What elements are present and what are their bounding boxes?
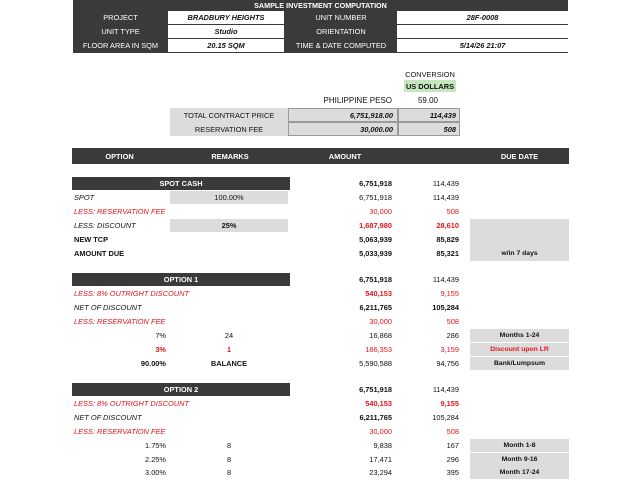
option2-r2-label: NET OF DISCOUNT [74, 413, 142, 422]
spot-r1-label: SPOT [74, 193, 95, 202]
unit-number-label: UNIT NUMBER [315, 13, 367, 22]
option1-r6-pct: 90.00% [140, 359, 166, 368]
option1-r4-due: Months 1-24 [470, 329, 569, 342]
floor-area-label: FLOOR AREA IN SQM [82, 41, 159, 50]
option2-r1-usd: 9,155 [440, 399, 459, 408]
option2-r1-php: 540,153 [365, 399, 392, 408]
option1-r2-usd: 105,284 [432, 303, 459, 312]
option1-r6-php: 5,590,588 [359, 359, 392, 368]
time-value: 5/14/26 21:07 [397, 39, 568, 52]
floor-area-value: 20.15 SQM [168, 39, 284, 52]
option2-r4-pct[interactable]: 1.75% [145, 441, 166, 450]
spot-r4-label: NEW TCP [74, 235, 109, 244]
spot-r3-label: LESS: DISCOUNT [74, 221, 136, 230]
option1-r3-label: LESS: RESERVATION FEE [74, 317, 166, 326]
tcp-label: TOTAL CONTRACT PRICE [183, 110, 275, 120]
spot-r4-usd: 85,829 [436, 235, 459, 244]
option2-title: OPTION 2 [72, 383, 290, 396]
option1-r1-label: LESS: 8% OUTRIGHT DISCOUNT [74, 289, 189, 298]
option1-r3-usd: 508 [446, 317, 459, 326]
option1-r4-remark[interactable]: 24 [224, 331, 234, 340]
option1-top-usd: 114,439 [432, 275, 459, 284]
option1-r4-usd: 286 [446, 331, 459, 340]
option1-r4-php: 16,868 [369, 331, 392, 340]
orientation-value [397, 25, 568, 38]
option2-r1-label: LESS: 8% OUTRIGHT DISCOUNT [74, 399, 189, 408]
project-value: BRADBURY HEIGHTS [168, 11, 284, 24]
option1-r1-php: 540,153 [365, 289, 392, 298]
spot-top-php: 6,751,918 [359, 179, 392, 188]
option1-r6-due: Bank/Lumpsum [470, 357, 569, 370]
spot-r3-usd: 28,610 [436, 221, 459, 230]
spot-r1-usd: 114,439 [432, 193, 459, 202]
spot-top-usd: 114,439 [432, 179, 459, 188]
spot-r2-php: 30,000 [369, 207, 392, 216]
option2-r6-pct[interactable]: 3.00% [145, 468, 166, 477]
unit-type-value: Studio [168, 25, 284, 38]
reservation-usd: 508 [398, 122, 460, 136]
option1-r6-remark: BALANCE [210, 359, 248, 368]
option2-r5-usd: 296 [446, 455, 459, 464]
option1-top-php: 6,751,918 [359, 275, 392, 284]
col-amount: AMOUNT [328, 151, 362, 161]
option2-r2-php: 6,211,765 [359, 413, 392, 422]
peso-label: PHILIPPINE PESO [323, 95, 392, 105]
option2-r6-php: 23,294 [369, 468, 392, 477]
col-option: OPTION [105, 151, 134, 161]
reservation-php: 30,000.00 [288, 122, 398, 136]
conversion-rate[interactable]: 59.00 [417, 95, 438, 105]
spot-r5-usd: 85,321 [436, 249, 459, 258]
option1-title: OPTION 1 [72, 273, 290, 286]
orientation-label: ORIENTATION [316, 27, 366, 36]
option2-r3-usd: 508 [446, 427, 459, 436]
option2-r4-remark[interactable]: 8 [226, 441, 232, 450]
tcp-php: 6,751,918.00 [288, 108, 398, 122]
option1-r5-usd: 3,159 [440, 345, 459, 354]
col-due-date: DUE DATE [500, 151, 539, 161]
option1-r5-php: 186,353 [365, 345, 392, 354]
option2-top-php: 6,751,918 [359, 385, 392, 394]
option2-r4-usd: 167 [446, 441, 459, 450]
col-remarks: REMARKS [211, 151, 249, 161]
option1-r5-pct[interactable]: 3% [155, 345, 166, 354]
spot-r2-label: LESS: RESERVATION FEE [74, 207, 166, 216]
option2-r6-due: Month 17-24 [470, 466, 569, 479]
option1-r5-remark[interactable]: 1 [226, 345, 232, 354]
option2-r3-php: 30,000 [369, 427, 392, 436]
option1-r4-pct[interactable]: 7% [155, 331, 166, 340]
spot-r1-remark[interactable]: 100.00% [170, 191, 288, 204]
option2-r4-php: 9,838 [373, 441, 392, 450]
option2-r3-label: LESS: RESERVATION FEE [74, 427, 166, 436]
option1-r5-due: Discount upon LR [470, 343, 569, 356]
currency-label: US DOLLARS [405, 81, 455, 91]
spot-title: SPOT CASH [72, 177, 290, 190]
option1-r1-usd: 9,155 [440, 289, 459, 298]
option1-r2-php: 6,211,765 [359, 303, 392, 312]
spot-r2-usd: 508 [446, 207, 459, 216]
option2-r5-remark[interactable]: 8 [226, 455, 232, 464]
option2-r5-php: 17,471 [369, 455, 392, 464]
spot-r3-php: 1,687,980 [359, 221, 392, 230]
tcp-usd: 114,439 [398, 108, 460, 122]
spot-r3-remark[interactable]: 25% [170, 219, 288, 232]
option2-r6-remark[interactable]: 8 [226, 468, 232, 477]
spot-r5-label: AMOUNT DUE [74, 249, 125, 258]
project-label: PROJECT [103, 13, 138, 22]
unit-type-label: UNIT TYPE [101, 27, 140, 36]
option2-r2-usd: 105,284 [432, 413, 459, 422]
time-label: TIME & DATE COMPUTED [295, 41, 387, 50]
spot-r5-php: 5,033,939 [359, 249, 392, 258]
option2-r5-pct[interactable]: 2.25% [145, 455, 166, 464]
option1-r2-label: NET OF DISCOUNT [74, 303, 142, 312]
page-title: SAMPLE INVESTMENT COMPUTATION [254, 0, 387, 10]
spot-r4-php: 5,063,939 [359, 235, 392, 244]
spot-r5-due: w/in 7 days [501, 250, 538, 257]
option1-r6-usd: 94,756 [436, 359, 459, 368]
spot-r1-php: 6,751,918 [359, 193, 392, 202]
option1-r3-php: 30,000 [369, 317, 392, 326]
reservation-label: RESERVATION FEE [194, 124, 264, 134]
option2-top-usd: 114,439 [432, 385, 459, 394]
option2-r5-due: Month 9-16 [470, 453, 569, 466]
option2-r4-due: Month 1-8 [470, 439, 569, 452]
unit-number-value: 28F-0008 [397, 11, 568, 24]
conversion-label: CONVERSION [405, 69, 455, 79]
option2-r6-usd: 395 [446, 468, 459, 477]
